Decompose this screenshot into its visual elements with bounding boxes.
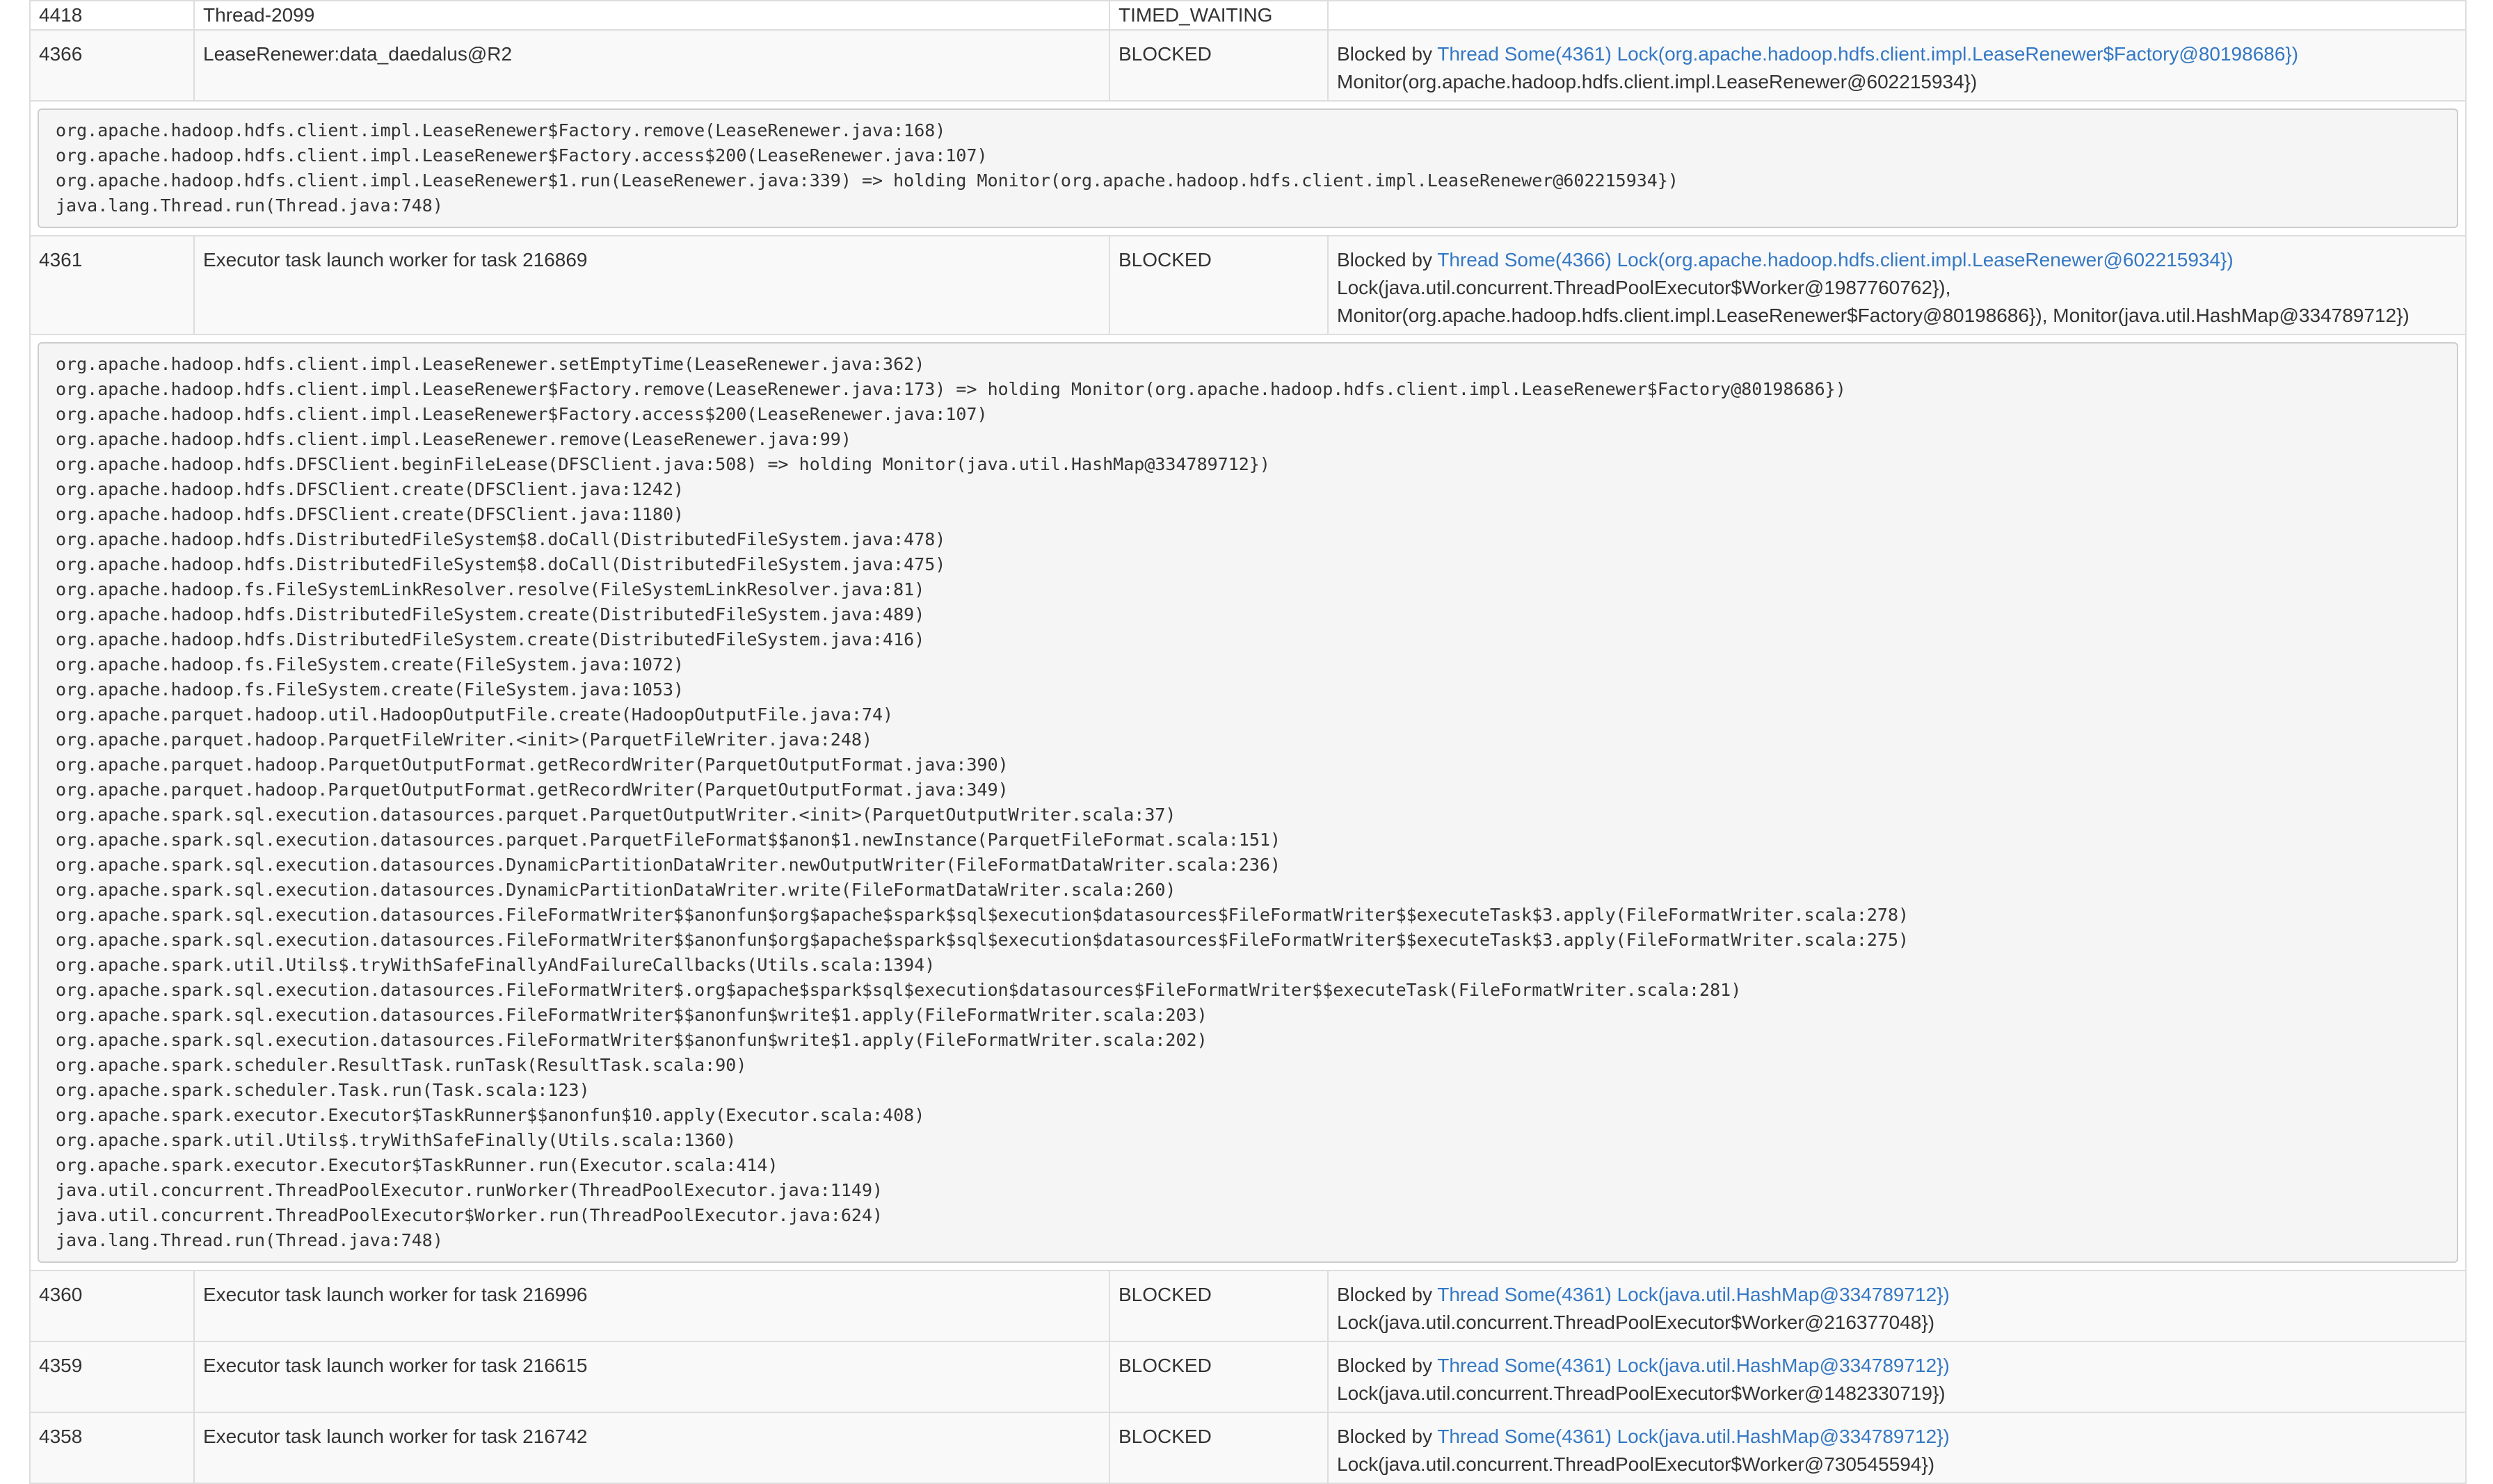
thread-state-cell: BLOCKED xyxy=(1109,30,1328,101)
stack-frame-line: org.apache.spark.sql.execution.datasources.parquet.ParquetFileFormat$$anon$1.newInstance(ParquetFileFormat.scala:151) xyxy=(56,830,1281,850)
thread-locks-cell xyxy=(1328,236,2466,334)
stack-frame-line: org.apache.parquet.hadoop.ParquetOutputFormat.getRecordWriter(ParquetOutputFormat.java:390) xyxy=(56,755,1009,775)
blocking-thread-link[interactable]: Thread Some(4361) Lock(org.apache.hadoop.hdfs.client.impl.LeaseRenewer$Factory@80198686}) xyxy=(1437,43,2299,65)
stack-frame-line: java.lang.Thread.run(Thread.java:748) xyxy=(56,1230,443,1250)
stack-frame-line: org.apache.spark.sql.execution.datasources.FileFormatWriter$$anonfun$write$1.apply(FileFormatWriter.scala:202) xyxy=(56,1030,1208,1050)
stack-trace-block xyxy=(38,342,2458,1263)
stack-trace-block xyxy=(38,108,2458,228)
stack-frame-line: org.apache.hadoop.hdfs.client.impl.LeaseRenewer.remove(LeaseRenewer.java:99) xyxy=(56,429,851,449)
stack-frame-line: org.apache.spark.sql.execution.datasources.FileFormatWriter$.org$apache$spark$sql$execution$datasources$FileFormatWriter$$executeTask(FileFormatWriter.scala:281) xyxy=(56,980,1742,1000)
thread-locks-cell xyxy=(1328,1271,2466,1341)
thread-row[interactable] xyxy=(30,1,2466,30)
stack-trace-cell xyxy=(30,101,2466,236)
thread-id-cell: 4360 xyxy=(30,1271,194,1341)
stack-trace-row xyxy=(30,101,2466,236)
thread-row[interactable] xyxy=(30,1271,2466,1341)
blocked-by-label: Blocked by xyxy=(1337,1284,1438,1305)
stack-frame-line: org.apache.hadoop.hdfs.DistributedFileSystem.create(DistributedFileSystem.java:416) xyxy=(56,629,925,650)
held-locks-text: Monitor(org.apache.hadoop.hdfs.client.impl.LeaseRenewer@602215934}) xyxy=(1337,71,1978,92)
stack-frame-line: org.apache.hadoop.hdfs.DFSClient.beginFileLease(DFSClient.java:508) => holding Monitor(java.util.HashMap@334789712}) xyxy=(56,454,1270,474)
stack-frame-line: java.util.concurrent.ThreadPoolExecutor$Worker.run(ThreadPoolExecutor.java:624) xyxy=(56,1205,883,1225)
stack-frame-line: org.apache.hadoop.hdfs.client.impl.LeaseRenewer$Factory.remove(LeaseRenewer.java:168) xyxy=(56,120,946,140)
thread-row[interactable] xyxy=(30,1412,2466,1483)
stack-frame-line: org.apache.spark.sql.execution.datasources.DynamicPartitionDataWriter.write(FileFormatDataWriter.scala:260) xyxy=(56,880,1176,900)
stack-trace-row xyxy=(30,334,2466,1271)
stack-frame-line: org.apache.spark.sql.execution.datasources.FileFormatWriter$$anonfun$org$apache$spark$sql$execution$datasources$FileFormatWriter$$executeTask$3.apply(FileFormatWriter.scala:278) xyxy=(56,905,1909,925)
stack-frame-line: org.apache.parquet.hadoop.ParquetFileWriter.<init>(ParquetFileWriter.java:248) xyxy=(56,729,872,750)
thread-id-cell: 4359 xyxy=(30,1341,194,1412)
thread-row[interactable] xyxy=(30,30,2466,101)
stack-frame-line: org.apache.hadoop.hdfs.client.impl.LeaseRenewer$1.run(LeaseRenewer.java:339) => holding Monitor(org.apache.hadoop.hdfs.client.impl.LeaseRenewer@602215934}) xyxy=(56,170,1678,191)
thread-name-cell: LeaseRenewer:data_daedalus@R2 xyxy=(194,30,1109,101)
thread-id-cell: 4358 xyxy=(30,1412,194,1483)
thread-table-body xyxy=(30,1,2466,1483)
thread-row[interactable] xyxy=(30,236,2466,334)
held-locks-text: Lock(java.util.concurrent.ThreadPoolExecutor$Worker@730545594}) xyxy=(1337,1453,1935,1475)
stack-frame-line: org.apache.hadoop.hdfs.client.impl.LeaseRenewer.setEmptyTime(LeaseRenewer.java:362) xyxy=(56,354,925,374)
blocked-by-label: Blocked by xyxy=(1337,1355,1438,1376)
thread-name-cell: Executor task launch worker for task 216615 xyxy=(194,1341,1109,1412)
stack-frame-line: org.apache.hadoop.fs.FileSystemLinkResolver.resolve(FileSystemLinkResolver.java:81) xyxy=(56,579,925,599)
thread-dump-page xyxy=(29,0,2465,1484)
blocking-thread-link[interactable]: Thread Some(4361) Lock(java.util.HashMap@334789712}) xyxy=(1437,1426,1950,1447)
thread-locks-cell xyxy=(1328,1,2466,30)
stack-trace-cell xyxy=(30,334,2466,1271)
stack-frame-line: org.apache.hadoop.hdfs.DFSClient.create(DFSClient.java:1180) xyxy=(56,504,684,524)
thread-state-cell: TIMED_WAITING xyxy=(1109,1,1328,30)
thread-id-cell: 4361 xyxy=(30,236,194,334)
blocking-thread-link[interactable]: Thread Some(4361) Lock(java.util.HashMap@334789712}) xyxy=(1437,1355,1950,1376)
thread-state-cell: BLOCKED xyxy=(1109,1412,1328,1483)
stack-frame-line: org.apache.spark.sql.execution.datasources.FileFormatWriter$$anonfun$org$apache$spark$sql$execution$datasources$FileFormatWriter$$executeTask$3.apply(FileFormatWriter.scala:275) xyxy=(56,930,1909,950)
thread-state-cell: BLOCKED xyxy=(1109,1271,1328,1341)
stack-frame-line: org.apache.hadoop.fs.FileSystem.create(FileSystem.java:1072) xyxy=(56,654,684,675)
stack-frame-line: org.apache.parquet.hadoop.ParquetOutputFormat.getRecordWriter(ParquetOutputFormat.java:349) xyxy=(56,780,1009,800)
stack-frame-line: org.apache.parquet.hadoop.util.HadoopOutputFile.create(HadoopOutputFile.java:74) xyxy=(56,704,894,725)
stack-frame-line: org.apache.hadoop.hdfs.DistributedFileSystem$8.doCall(DistributedFileSystem.java:475) xyxy=(56,554,946,574)
thread-state-cell: BLOCKED xyxy=(1109,236,1328,334)
thread-name-cell: Executor task launch worker for task 216869 xyxy=(194,236,1109,334)
thread-id-cell: 4418 xyxy=(30,1,194,30)
thread-dump-table xyxy=(29,0,2467,1484)
thread-name-cell: Executor task launch worker for task 216742 xyxy=(194,1412,1109,1483)
stack-frame-line: org.apache.spark.util.Utils$.tryWithSafeFinallyAndFailureCallbacks(Utils.scala:1394) xyxy=(56,955,936,975)
thread-name-cell: Executor task launch worker for task 216996 xyxy=(194,1271,1109,1341)
held-locks-text: Lock(java.util.concurrent.ThreadPoolExecutor$Worker@1482330719}) xyxy=(1337,1382,1946,1404)
stack-frame-line: org.apache.spark.scheduler.Task.run(Task.scala:123) xyxy=(56,1080,590,1100)
thread-locks-cell xyxy=(1328,1412,2466,1483)
stack-frame-line: java.util.concurrent.ThreadPoolExecutor.runWorker(ThreadPoolExecutor.java:1149) xyxy=(56,1180,883,1200)
blocked-by-label: Blocked by xyxy=(1337,43,1438,65)
stack-frame-line: org.apache.hadoop.hdfs.DFSClient.create(DFSClient.java:1242) xyxy=(56,479,684,499)
stack-frame-line: org.apache.spark.executor.Executor$TaskRunner$$anonfun$10.apply(Executor.scala:408) xyxy=(56,1105,925,1125)
stack-frame-line: org.apache.hadoop.fs.FileSystem.create(FileSystem.java:1053) xyxy=(56,679,684,700)
thread-locks-cell xyxy=(1328,30,2466,101)
stack-frame-line: org.apache.spark.sql.execution.datasources.FileFormatWriter$$anonfun$write$1.apply(FileFormatWriter.scala:203) xyxy=(56,1005,1208,1025)
stack-frame-line: org.apache.spark.executor.Executor$TaskRunner.run(Executor.scala:414) xyxy=(56,1155,778,1175)
thread-locks-cell xyxy=(1328,1341,2466,1412)
stack-frame-line: java.lang.Thread.run(Thread.java:748) xyxy=(56,195,443,216)
stack-frame-line: org.apache.spark.sql.execution.datasources.DynamicPartitionDataWriter.newOutputWriter(FileFormatDataWriter.scala:236) xyxy=(56,855,1281,875)
stack-frame-line: org.apache.hadoop.hdfs.client.impl.LeaseRenewer$Factory.access$200(LeaseRenewer.java:107) xyxy=(56,404,988,424)
blocked-by-label: Blocked by xyxy=(1337,1426,1438,1447)
blocked-by-label: Blocked by xyxy=(1337,249,1438,271)
stack-frame-line: org.apache.spark.sql.execution.datasources.parquet.ParquetOutputWriter.<init>(ParquetOutputWriter.scala:37) xyxy=(56,805,1176,825)
stack-frame-line: org.apache.hadoop.hdfs.DistributedFileSystem.create(DistributedFileSystem.java:489) xyxy=(56,604,925,624)
thread-name-cell: Thread-2099 xyxy=(194,1,1109,30)
blocking-thread-link[interactable]: Thread Some(4361) Lock(java.util.HashMap@334789712}) xyxy=(1437,1284,1950,1305)
stack-frame-line: org.apache.hadoop.hdfs.client.impl.LeaseRenewer$Factory.access$200(LeaseRenewer.java:107) xyxy=(56,145,988,166)
blocking-thread-link[interactable]: Thread Some(4366) Lock(org.apache.hadoop.hdfs.client.impl.LeaseRenewer@602215934}) xyxy=(1437,249,2234,271)
stack-frame-line: org.apache.hadoop.hdfs.client.impl.LeaseRenewer$Factory.remove(LeaseRenewer.java:173) => holding Monitor(org.apache.hadoop.hdfs.client.impl.LeaseRenewer$Factory@80198686}) xyxy=(56,379,1846,399)
stack-frame-line: org.apache.hadoop.hdfs.DistributedFileSystem$8.doCall(DistributedFileSystem.java:478) xyxy=(56,529,946,549)
stack-frame-line: org.apache.spark.util.Utils$.tryWithSafeFinally(Utils.scala:1360) xyxy=(56,1130,737,1150)
thread-row[interactable] xyxy=(30,1341,2466,1412)
thread-state-cell: BLOCKED xyxy=(1109,1341,1328,1412)
thread-id-cell: 4366 xyxy=(30,30,194,101)
stack-frame-line: org.apache.spark.scheduler.ResultTask.runTask(ResultTask.scala:90) xyxy=(56,1055,747,1075)
held-locks-text: Lock(java.util.concurrent.ThreadPoolExecutor$Worker@1987760762}), Monitor(org.apache.hadoop.hdfs.client.impl.LeaseRenewer$Factory@80198686}), Monitor(java.util.HashMap@334789712}) xyxy=(1337,277,2410,326)
held-locks-text: Lock(java.util.concurrent.ThreadPoolExecutor$Worker@216377048}) xyxy=(1337,1312,1935,1333)
